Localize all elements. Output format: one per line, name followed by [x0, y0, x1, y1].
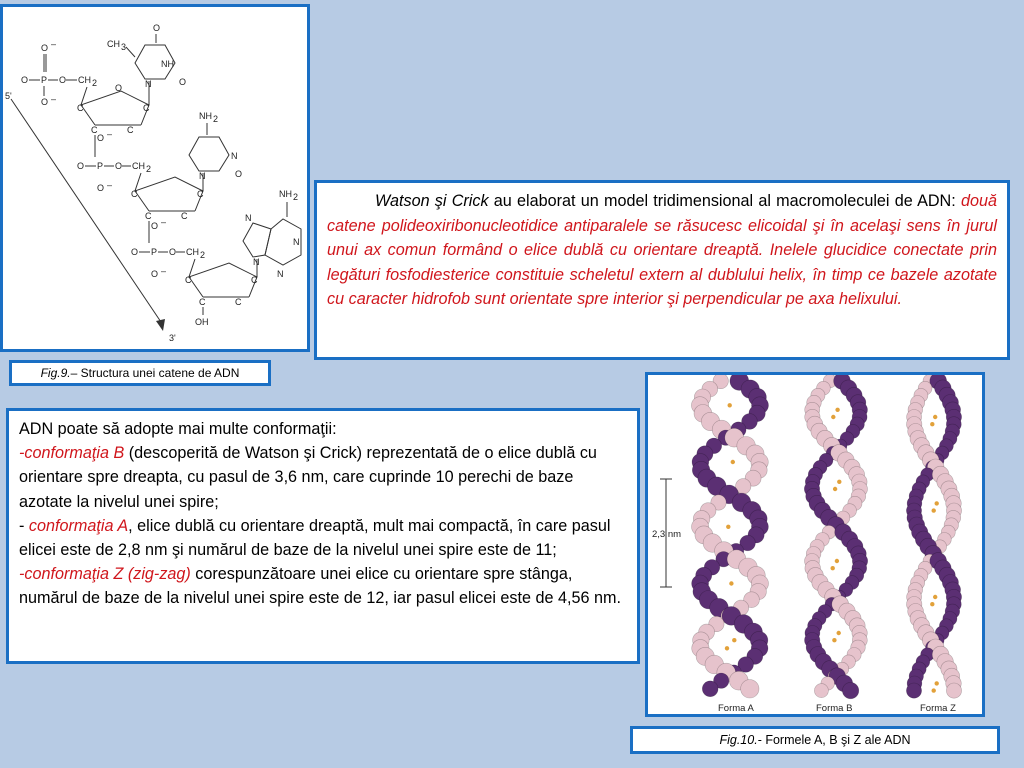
- svg-text:O: O: [151, 269, 159, 279]
- watson-crick-text: au elaborat un model tridimensional al macromoleculei de ADN:: [488, 192, 961, 210]
- conformations-intro: ADN poate să adopte mai multe conformaţii:: [19, 420, 337, 438]
- svg-text:O: O: [115, 161, 123, 171]
- svg-text:P: P: [151, 247, 158, 257]
- svg-text:O: O: [131, 247, 139, 257]
- svg-text:P: P: [41, 75, 48, 85]
- svg-text:N: N: [231, 151, 238, 161]
- form-z-label: Forma Z: [920, 703, 956, 714]
- svg-text:O: O: [97, 133, 105, 143]
- svg-text:–: –: [161, 266, 167, 276]
- svg-text:O: O: [41, 43, 49, 53]
- fig9-caption-prefix: Fig.9.: [40, 366, 71, 380]
- svg-text:2: 2: [293, 192, 299, 202]
- svg-text:–: –: [161, 217, 167, 227]
- dna-form-a-helix: [691, 375, 768, 698]
- conformation-z-item: [19, 562, 629, 610]
- svg-text:C: C: [77, 103, 84, 113]
- conformation-a-term: conformaţia A: [28, 516, 129, 535]
- svg-text:N: N: [277, 269, 284, 279]
- watson-crick-paragraph: [327, 189, 997, 312]
- form-b-label: Forma B: [816, 703, 853, 714]
- svg-text:N: N: [245, 213, 252, 223]
- dna-form-b-helix: [804, 375, 867, 699]
- svg-text:2: 2: [146, 164, 152, 174]
- svg-text:–: –: [107, 180, 113, 190]
- svg-text:2: 2: [213, 114, 219, 124]
- conformations-textbox: [6, 408, 640, 664]
- conformation-b-term: -conformaţia B: [19, 444, 125, 463]
- svg-text:O: O: [235, 169, 243, 179]
- svg-text:O: O: [21, 75, 29, 85]
- fig10-caption-prefix: Fig.10.: [719, 733, 758, 747]
- svg-text:O: O: [97, 183, 105, 193]
- svg-text:C: C: [181, 211, 188, 221]
- fig10-dna-forms-panel: [645, 372, 985, 717]
- conformation-a-text: , elice dublă cu orientare dreaptă, mult mai compactă, în care pasul elicei este de 2,8 nm şi numărul de baze de la nivelul unei spire este de 11;: [19, 516, 611, 560]
- form-a-label: Forma A: [718, 703, 754, 714]
- svg-text:OH: OH: [195, 317, 209, 327]
- svg-text:NH: NH: [199, 111, 212, 121]
- svg-text:NH: NH: [161, 59, 174, 69]
- svg-text:N: N: [293, 237, 300, 247]
- svg-text:O: O: [59, 75, 67, 85]
- svg-text:2: 2: [200, 250, 206, 260]
- watson-crick-highlight: două catene polideoxiribonucleotidice antiparalele se răsucesc elicoidal şi în acelaşi sens în jurul unui ax comun formând o elice dublă cu orientare dreaptă. Inelele glucidice conectate prin legături fosfodiesterice constituie scheletul extern al dublului helix, în timp ce bazele azotate cu caracter hidrofob sunt orientate spre interior şi perpendicular pe axa helixului.: [327, 192, 997, 308]
- svg-text:N: N: [199, 171, 206, 181]
- fig10-caption: [630, 726, 1000, 754]
- svg-text:O: O: [41, 97, 49, 107]
- svg-text:C: C: [199, 297, 206, 307]
- svg-text:C: C: [131, 189, 138, 199]
- svg-text:C: C: [185, 275, 192, 285]
- scale-bar-label: 2,3 nm: [652, 529, 682, 540]
- svg-text:C: C: [251, 275, 258, 285]
- conformation-b-text: (descoperită de Watson şi Crick) reprezentată de o elice dublă cu orientare spre dreapta, cu pasul de 3,6 nm, care cuprinde 10 perechi de baze azotate la nivelul unei spire;: [19, 444, 597, 511]
- svg-text:–: –: [107, 129, 113, 139]
- fig9-structure-panel: [0, 4, 310, 352]
- svg-text:3: 3: [121, 42, 127, 52]
- svg-text:NH: NH: [279, 189, 292, 199]
- svg-text:C: C: [127, 125, 134, 135]
- svg-text:–: –: [51, 39, 57, 49]
- end-5-label: 5': [5, 91, 12, 101]
- conformation-a-item: [19, 514, 629, 562]
- svg-text:CH: CH: [186, 247, 199, 257]
- svg-text:CH: CH: [132, 161, 145, 171]
- svg-text:–: –: [51, 94, 57, 104]
- svg-text:2: 2: [92, 78, 98, 88]
- watson-crick-names: Watson şi Crick: [375, 192, 489, 210]
- dna-strand-diagram: [3, 7, 307, 349]
- svg-text:O: O: [179, 77, 187, 87]
- svg-text:CH: CH: [107, 39, 120, 49]
- conformation-z-text: corespunzătoare unei elice cu orientare spre stânga, numărul de baze de la nivelul unei spire este de 12, iar pasul elicei este de 4,56 nm.: [19, 565, 622, 608]
- fig10-caption-text: - Formele A, B şi Z ale ADN: [757, 733, 911, 747]
- svg-text:P: P: [97, 161, 104, 171]
- watson-crick-textbox: [314, 180, 1010, 360]
- conformation-a-prefix: -: [19, 516, 29, 535]
- svg-text:O: O: [169, 247, 177, 257]
- svg-text:N: N: [145, 79, 152, 89]
- svg-text:C: C: [91, 125, 98, 135]
- svg-text:CH: CH: [78, 75, 91, 85]
- svg-text:C: C: [143, 103, 150, 113]
- svg-text:O: O: [151, 221, 159, 231]
- svg-text:O: O: [77, 161, 85, 171]
- svg-text:O: O: [115, 83, 123, 93]
- svg-text:N: N: [253, 257, 260, 267]
- svg-text:C: C: [145, 211, 152, 221]
- dna-form-z-helix: [906, 375, 961, 698]
- conformation-z-term: -conformaţia Z (zig-zag): [19, 565, 191, 584]
- dna-forms-illustration: [648, 375, 982, 714]
- conformation-b-item: [19, 441, 629, 514]
- svg-text:O: O: [153, 23, 161, 33]
- end-3-label: 3': [169, 333, 176, 343]
- svg-text:C: C: [235, 297, 242, 307]
- fig9-caption-text: – Structura unei catene de ADN: [70, 366, 240, 380]
- svg-text:C: C: [197, 189, 204, 199]
- fig9-caption: [9, 360, 271, 386]
